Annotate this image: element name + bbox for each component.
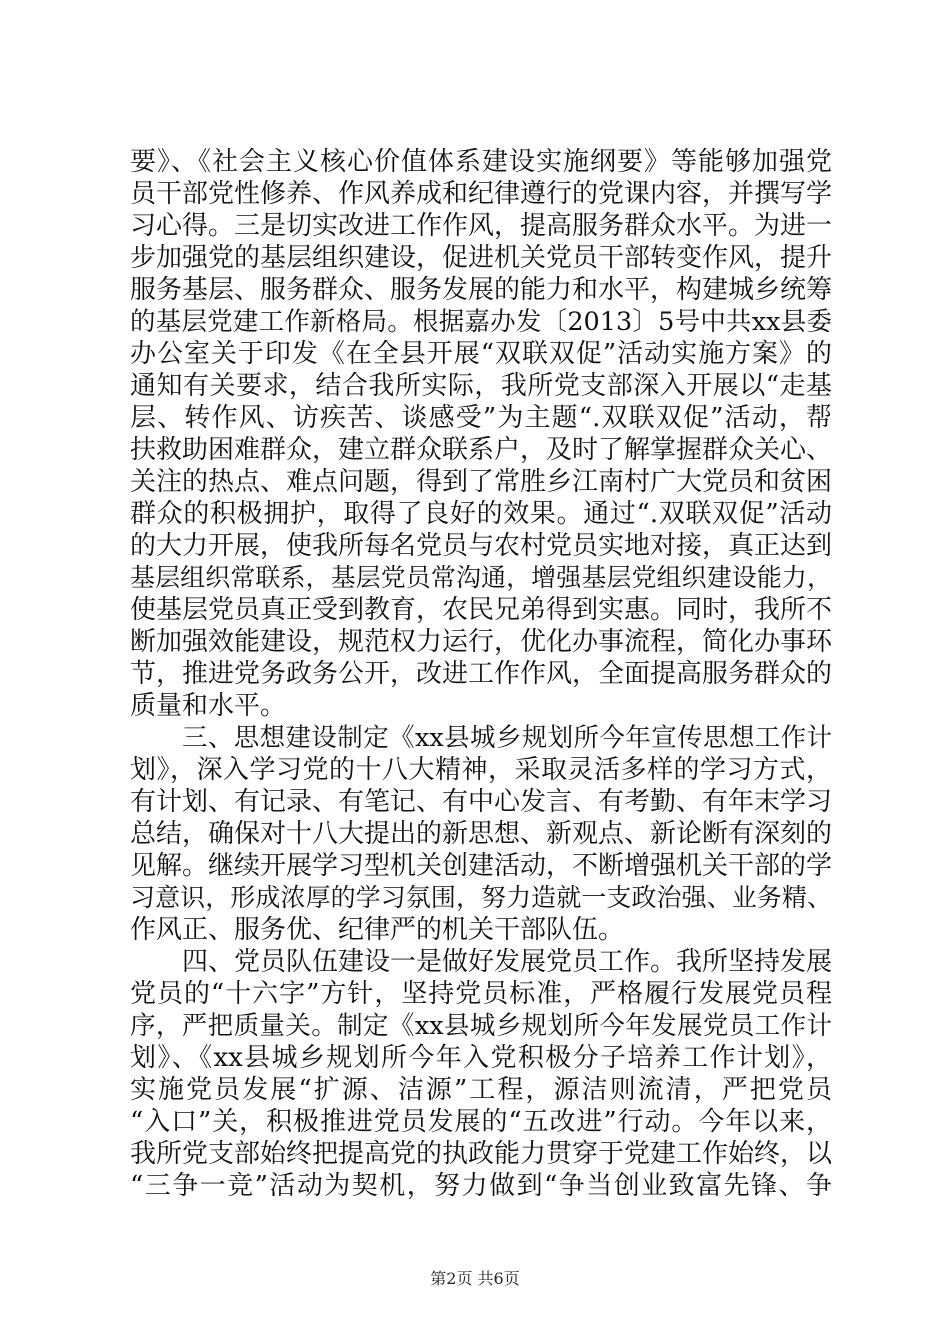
text-line: 要》、《社会主义核心价值体系建设实施纲要》等能够加强党 [130, 147, 832, 177]
text-line: 通知有关要求，结合我所实际，我所党支部深入开展以“走基 [130, 371, 832, 401]
text-line: 的基层党建工作新格局。根据嘉办发〔2013〕5号中共xx县委 [130, 307, 832, 337]
text-line: 划》、《xx县城乡规划所今年入党积极分子培养工作计划》， [130, 1043, 832, 1073]
text-line: 关注的热点、难点问题，得到了常胜乡江南村广大党员和贫困 [130, 467, 833, 497]
text-line: “三争一竞”活动为契机，努力做到“争当创业致富先锋、争 [130, 1171, 832, 1201]
text-line: 办公室关于印发《在全县开展“双联双促”活动实施方案》的 [130, 339, 832, 369]
text-line: 层、转作风、访疾苦、谈感受”为主题“.双联双促”活动，帮 [130, 403, 832, 433]
text-line: 断加强效能建设，规范权力运行，优化办事流程，简化办事环 [130, 627, 833, 657]
text-line: 习意识，形成浓厚的学习氛围，努力造就一支政治强、业务精、 [130, 883, 832, 912]
text-line: 使基层党员真正受到教育，农民兄弟得到实惠。同时，我所不 [130, 595, 833, 625]
text-line: 总结，确保对十八大提出的新思想、新观点、新论断有深刻的 [130, 819, 833, 849]
text-line: 习心得。三是切实改进工作作风，提高服务群众水平。为进一 [130, 211, 833, 241]
paragraph-end-line: 作风正、服务优、纪律严的机关干部队伍。 [130, 915, 625, 945]
section-heading-line: 三、思想建设制定《xx县城乡规划所今年宣传思想工作计 [182, 723, 832, 753]
paragraph-end-line: 质量和水平。 [130, 691, 287, 721]
text-line: 党员的“十六字”方针，坚持党员标准，严格履行发展党员程 [130, 979, 832, 1009]
text-line: 基层组织常联系，基层党员常沟通，增强基层党组织建设能力， [130, 563, 832, 592]
text-line: 步加强党的基层组织建设，促进机关党员干部转变作风，提升 [130, 243, 833, 273]
text-line: 服务基层、服务群众、服务发展的能力和水平，构建城乡统筹 [130, 275, 833, 305]
page-footer: 第2页 共6页 [430, 1269, 520, 1288]
text-line: 序，严把质量关。制定《xx县城乡规划所今年发展党员工作计 [130, 1011, 832, 1041]
text-line: 实施党员发展“扩源、洁源”工程，源洁则流清，严把党员 [130, 1075, 832, 1105]
text-line: 员干部党性修养、作风养成和纪律遵行的党课内容，并撰写学 [130, 179, 833, 209]
section-heading-line: 四、党员队伍建设一是做好发展党员工作。我所坚持发展 [182, 947, 833, 977]
text-line: 群众的积极拥护，取得了良好的效果。通过“.双联双促”活动 [130, 499, 832, 529]
text-line: 见解。继续开展学习型机关创建活动，不断增强机关干部的学 [130, 851, 833, 881]
text-line: 的大力开展，使我所每名党员与农村党员实地对接，真正达到 [130, 531, 833, 561]
text-line: 节，推进党务政务公开，改进工作作风，全面提高服务群众的 [130, 659, 833, 689]
text-line: “入口”关，积极推进党员发展的“五改进”行动。今年以来， [130, 1107, 832, 1137]
text-line: 扶救助困难群众，建立群众联系户，及时了解掌握群众关心、 [130, 435, 833, 465]
document-body [130, 146, 832, 1202]
text-line: 有计划、有记录、有笔记、有中心发言、有考勤、有年末学习 [130, 787, 833, 817]
text-line: 划》，深入学习党的十八大精神，采取灵活多样的学习方式， [130, 755, 832, 785]
text-line: 我所党支部始终把提高党的执政能力贯穿于党建工作始终，以 [130, 1139, 833, 1169]
